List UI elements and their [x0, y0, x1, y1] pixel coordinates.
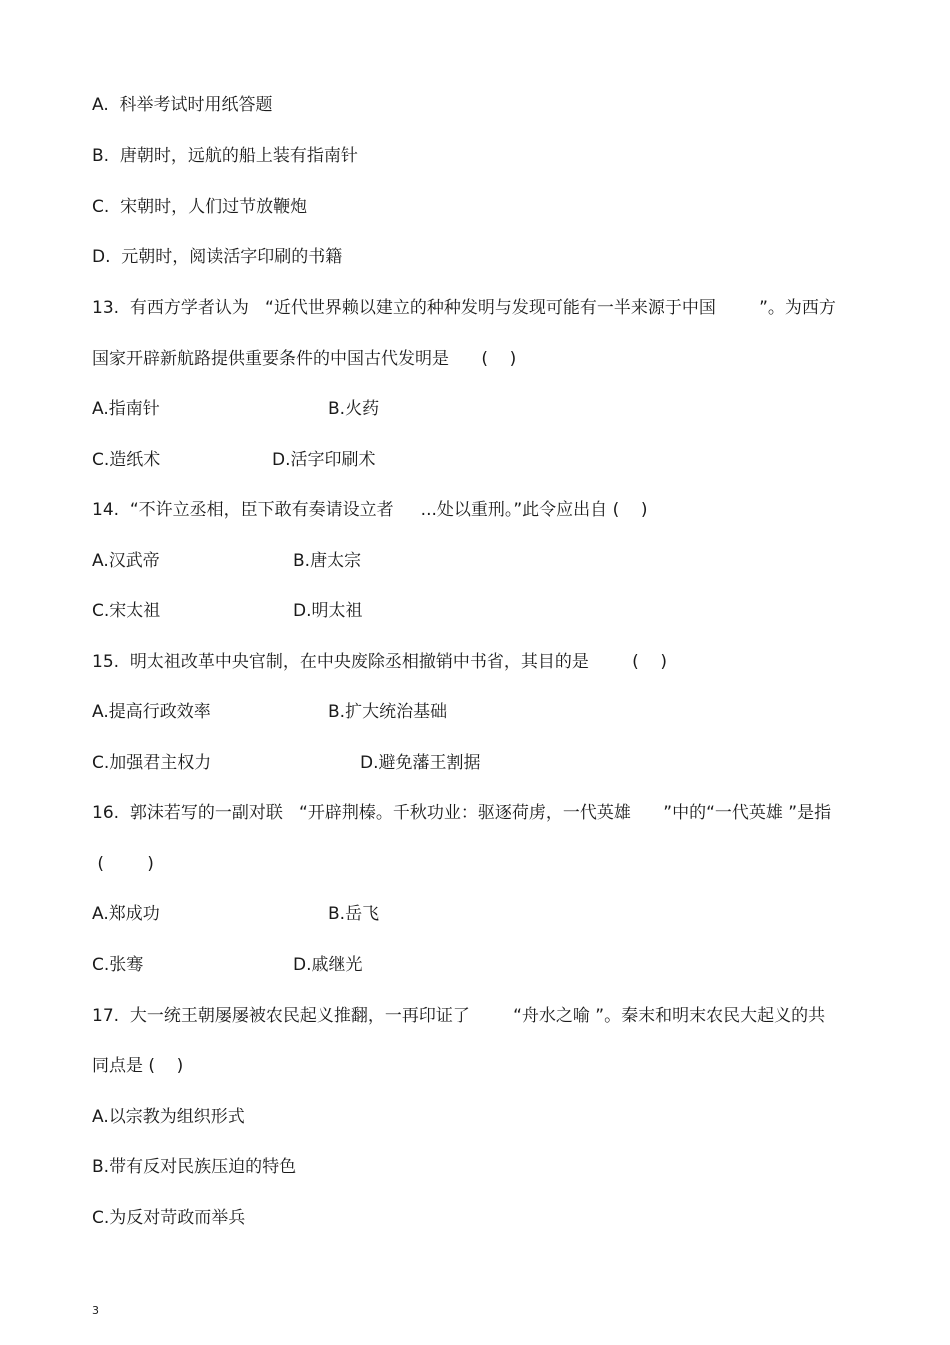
q16-stem-line1: 16. 郭沫若写的一副对联 “开辟荆榛。千秋功业：驱逐荷虏，一代英雄 ”中的“一代英雄 ”是指 — [92, 803, 832, 823]
q17-stem-line1: 17. 大一统王朝屡屡被农民起义推翻，一再印证了 “舟水之喻 ”。秦末和明末农民大起义的共 — [92, 1006, 826, 1026]
q14-option-b: B.唐太宗 — [293, 551, 362, 571]
q14-option-c: C.宋太祖 — [92, 601, 161, 621]
q16-option-a: A.郑成功 — [92, 904, 160, 924]
q12-option-c: C. 宋朝时，人们过节放鞭炮 — [92, 197, 308, 217]
q16-option-b: B.岳飞 — [328, 904, 380, 924]
q13-stem-line1: 13. 有西方学者认为 “近代世界赖以建立的种种发明与发现可能有一半来源于中国 ”。为西方 — [92, 298, 836, 318]
q16-option-c: C.张骞 — [92, 955, 144, 975]
q16-option-d: D.戚继光 — [293, 955, 363, 975]
q17-option-b: B.带有反对民族压迫的特色 — [92, 1157, 297, 1177]
q13-option-a: A.指南针 — [92, 399, 160, 419]
q15-option-b: B.扩大统治基础 — [328, 702, 448, 722]
q15-stem: 15. 明太祖改革中央官制，在中央废除丞相撤销中书省，其目的是 ( ) — [92, 652, 667, 672]
q14-option-a: A.汉武帝 — [92, 551, 160, 571]
q13-option-c: C.造纸术 — [92, 450, 161, 470]
page-number: 3 — [92, 1304, 99, 1317]
q14-option-d: D.明太祖 — [293, 601, 363, 621]
q14-stem: 14. “不许立丞相，臣下敢有奏请设立者 ...处以重刑。”此令应出自 ( ) — [92, 500, 648, 520]
q15-option-c: C.加强君主权力 — [92, 753, 212, 773]
q16-stem-line2: ( ) — [92, 854, 154, 874]
q17-option-a: A.以宗教为组织形式 — [92, 1107, 245, 1127]
q15-option-d: D.避免藩王割据 — [360, 753, 481, 773]
q13-option-d: D.活字印刷术 — [272, 450, 376, 470]
q13-stem-line2: 国家开辟新航路提供重要条件的中国古代发明是 ( ) — [92, 349, 517, 369]
q12-option-d: D. 元朝时，阅读活字印刷的书籍 — [92, 247, 343, 267]
q13-option-b: B.火药 — [328, 399, 380, 419]
q17-option-c: C.为反对苛政而举兵 — [92, 1208, 246, 1228]
q17-stem-line2: 同点是 ( ) — [92, 1056, 184, 1076]
q15-option-a: A.提高行政效率 — [92, 702, 211, 722]
q12-option-a: A. 科举考试时用纸答题 — [92, 95, 273, 115]
q12-option-b: B. 唐朝时，远航的船上装有指南针 — [92, 146, 358, 166]
